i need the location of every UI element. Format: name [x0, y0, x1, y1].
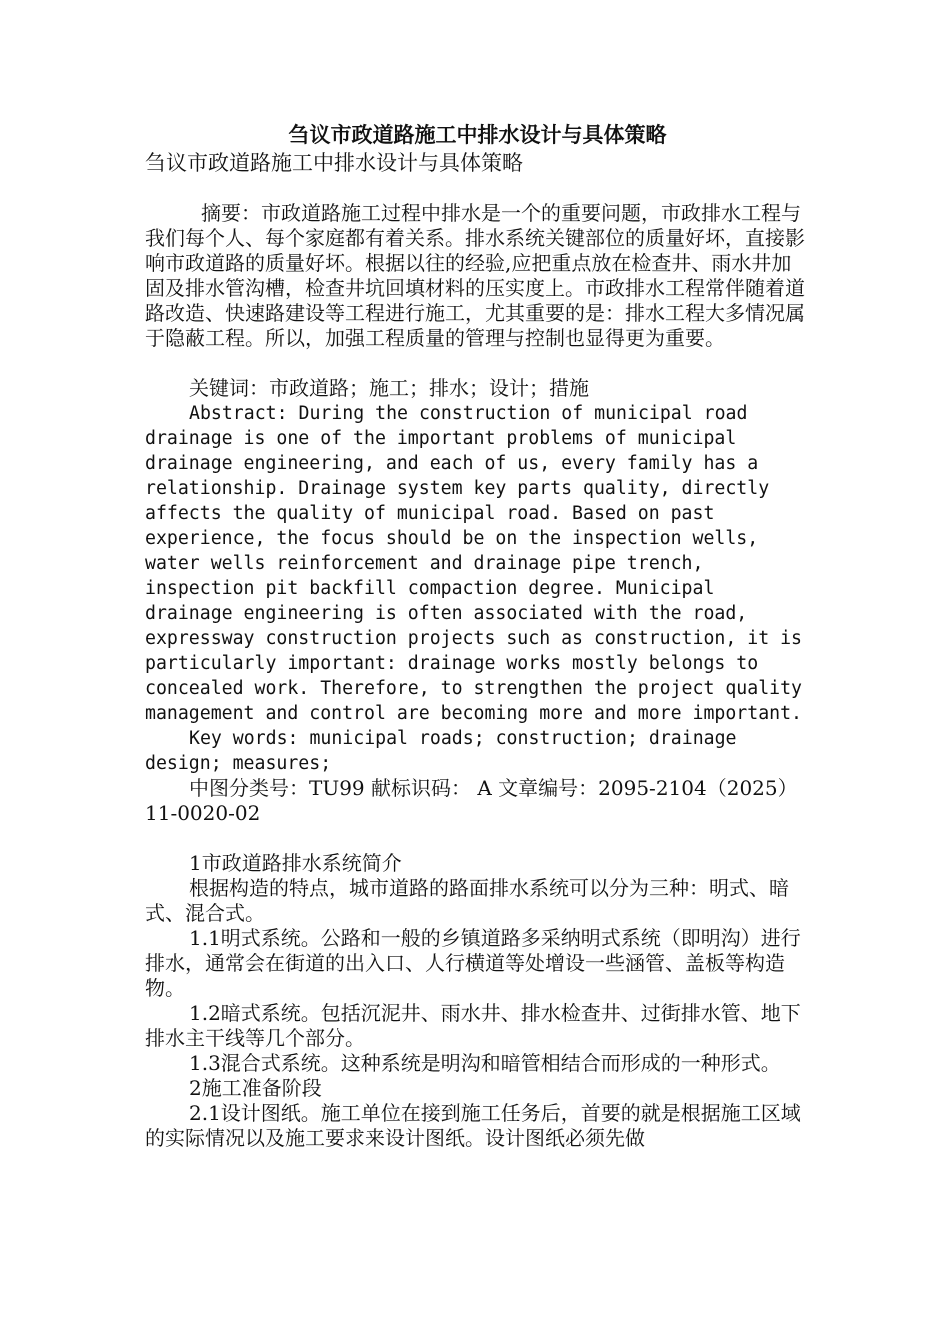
classification-info: 中图分类号：TU99 献标识码： A 文章编号：2095-2104（2025）11-0020-02 [145, 776, 798, 825]
abstract-cn: 摘要：市政道路施工过程中排水是一个的重要问题，市政排水工程与我们每个人、每个家庭都有着关系。排水系统关键部位的质量好坏，直接影响市政道路的质量好坏。根据以往的经验,应把重点放在检查井、雨水井加固及排水管沟槽，检查井坑回填材料的压实度上。市政排水工程常伴随着道路改造、快速路建设等工程进行施工，尤其重要的是：排水工程大多情况属于隐蔽工程。所以，加强工程质量的管理与控制也显得更为重要。 [145, 201, 805, 350]
paragraph: 根据构造的特点，城市道路的路面排水系统可以分为三种：明式、暗式、混合式。 [145, 876, 789, 925]
spacer [145, 826, 810, 851]
spacer [145, 351, 810, 376]
spacer [145, 176, 810, 201]
section-heading: 1市政道路排水系统简介 [189, 851, 402, 875]
document-subtitle: 刍议市政道路施工中排水设计与具体策略 [145, 151, 523, 175]
paragraph: 1.1明式系统。公路和一般的乡镇道路多采纳明式系统（即明沟）进行排水，通常会在街道的出入口、人行横道等处增设一些涵管、盖板等构造物。 [145, 926, 801, 1000]
document-title: 刍议市政道路施工中排水设计与具体策略 [288, 122, 667, 147]
keywords-en: Key words: municipal roads; construction; drainage design; measures; [145, 728, 748, 774]
document-page [145, 120, 813, 1151]
paragraph: 1.3混合式系统。这种系统是明沟和暗管相结合而形成的一种形式。 [189, 1051, 781, 1075]
abstract-en: Abstract: During the construction of municipal road drainage is one of the important problems of municipal drainage engineering, and each of us, every family has a relationship. Drainage system key parts quality, directly affects the quality of municipal road. Based on past experience, the focus should be on the inspection wells, water wells reinforcement and drainage pipe trench, inspection pit backfill compaction degree. Municipal drainage engineering is often associated with the road, expressway construction projects such as construction, it is particularly important: drainage works mostly belongs to concealed work. Therefore, to strengthen the project quality management and control are becoming more and more important. [145, 403, 813, 724]
keywords-cn: 关键词：市政道路；施工；排水；设计；措施 [189, 376, 589, 400]
paragraph: 1.2暗式系统。包括沉泥井、雨水井、排水检查井、过街排水管、地下排水主干线等几个部分。 [145, 1001, 801, 1050]
paragraph: 2.1设计图纸。施工单位在接到施工任务后，首要的就是根据施工区域的实际情况以及施工要求来设计图纸。设计图纸必须先做 [145, 1101, 801, 1150]
section-heading: 2施工准备阶段 [189, 1076, 322, 1100]
